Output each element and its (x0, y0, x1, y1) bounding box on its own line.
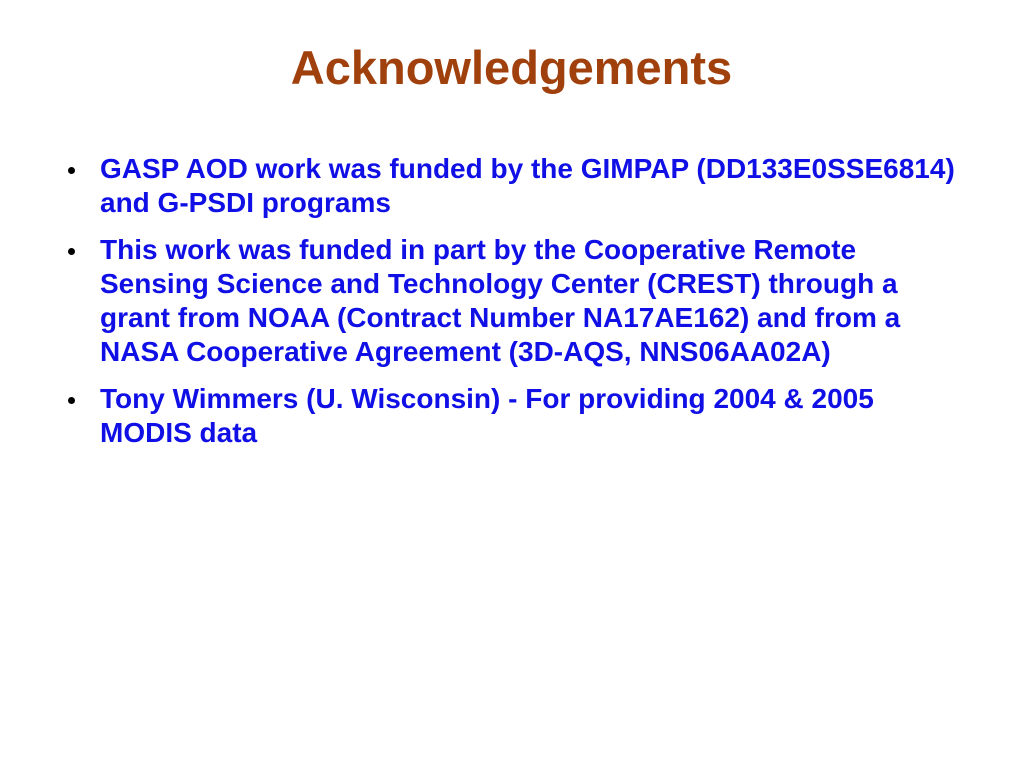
bullet-item-funding-gimpap (66, 152, 966, 220)
bullet-text: Tony Wimmers (U. Wisconsin) - For providing 2004 & 2005 MODIS data (100, 383, 874, 448)
bullet-item-funding-crest (66, 233, 966, 369)
bullet-dot-icon (68, 397, 75, 404)
bullet-text: GASP AOD work was funded by the GIMPAP (DD133E0SSE6814) and G-PSDI programs (100, 153, 955, 218)
bullet-dot-icon (68, 167, 75, 174)
bullet-dot-icon (68, 248, 75, 255)
bullet-list (66, 152, 966, 463)
bullet-item-modis-data (66, 382, 966, 450)
slide-title: Acknowledgements (290, 41, 733, 94)
bullet-text: This work was funded in part by the Cooperative Remote Sensing Science and Technology Center (CREST) through a grant from NOAA (Contract Number NA17AE162) and from a NASA Cooperative Agreement (3D-AQS, NNS06AA02A) (100, 234, 901, 367)
